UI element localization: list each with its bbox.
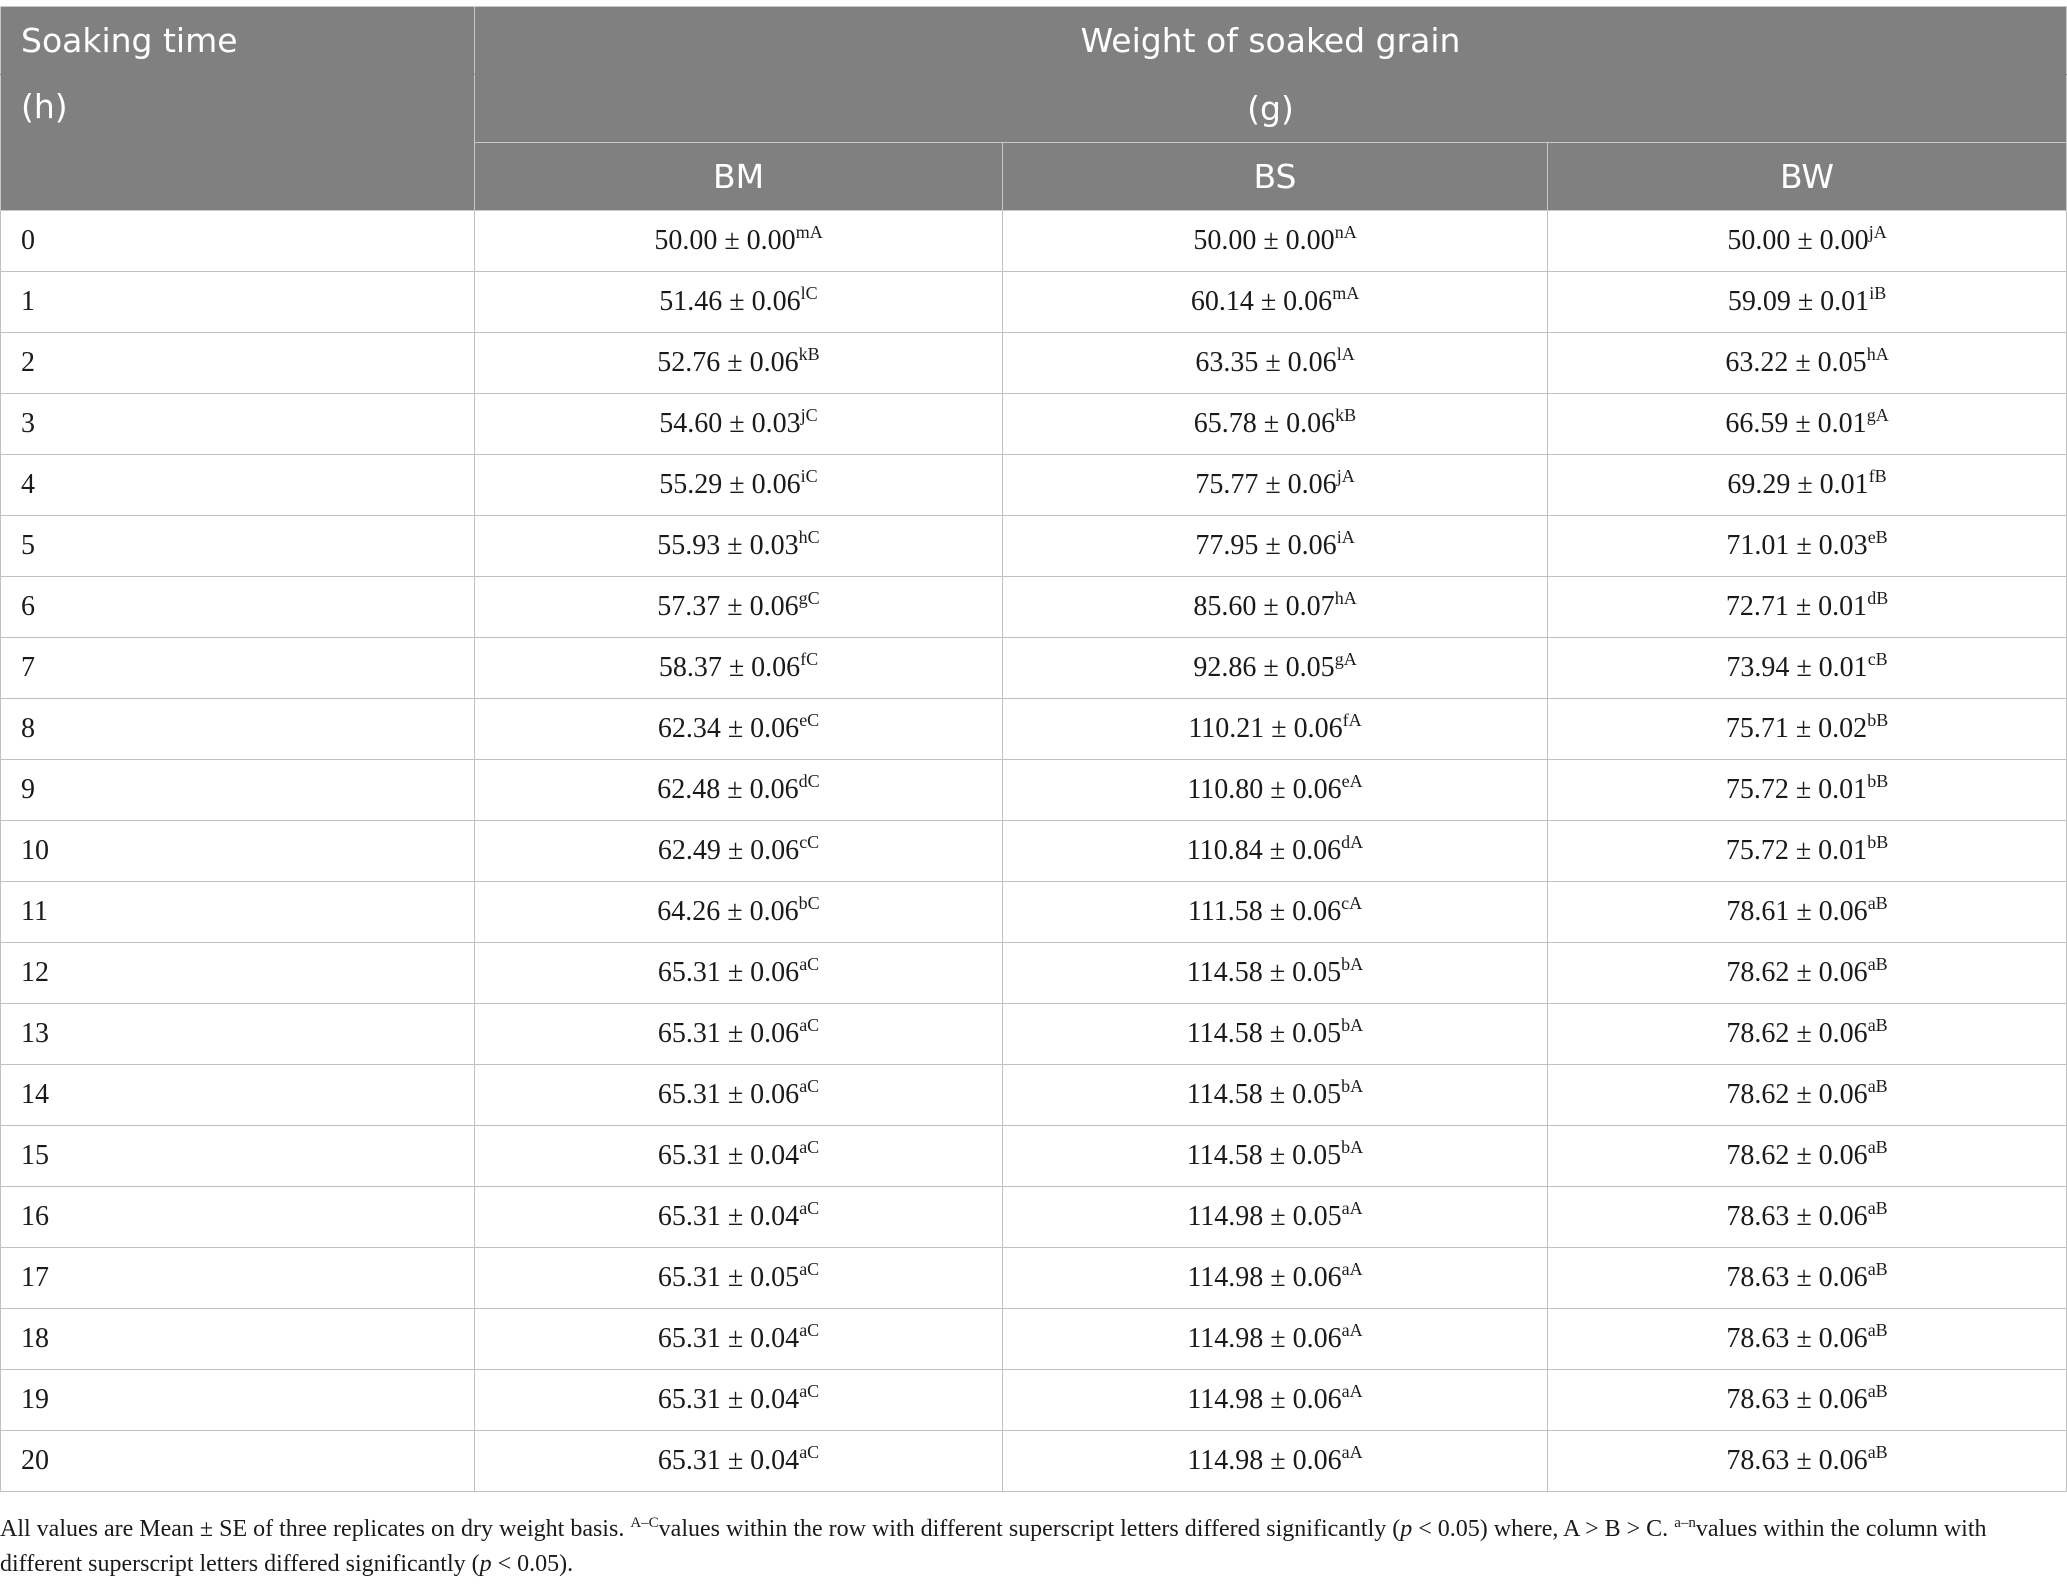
footnote-part3: < 0.05) where, A > B > C. [1412,1516,1675,1542]
cell-bw-value: 78.62 ± 0.06 [1726,1079,1868,1110]
cell-bm-value: 65.31 ± 0.06 [657,1079,800,1110]
cell-soaking-time: 1 [1,272,475,333]
table-row [1,272,2067,333]
cell-bs-superscript: nA [1334,222,1357,242]
cell-bw-value: 78.63 ± 0.06 [1726,1323,1868,1354]
table-row [1,577,2067,638]
cell-bw [1548,333,2067,394]
cell-bw-value: 72.71 ± 0.01 [1725,591,1868,622]
cell-bm-value: 65.31 ± 0.06 [657,1018,800,1049]
cell-bw [1548,1370,2067,1431]
cell-bm-value: 65.31 ± 0.04 [657,1323,800,1354]
cell-bw-superscript: aB [1867,1320,1888,1340]
cell-bw [1548,1126,2067,1187]
cell-bm-superscript: bC [798,893,820,913]
cell-bm [475,272,1003,333]
cell-bs [1003,516,1548,577]
cell-bs-superscript: aA [1341,1320,1363,1340]
cell-bs-value: 110.84 ± 0.06 [1186,835,1342,866]
cell-bs-superscript: eA [1341,771,1363,791]
cell-bm [475,394,1003,455]
cell-bm [475,1370,1003,1431]
table-row [1,1004,2067,1065]
cell-bw-superscript: aB [1867,1259,1888,1279]
cell-soaking-time: 0 [1,211,475,272]
cell-soaking-time: 11 [1,882,475,943]
cell-bw [1548,1187,2067,1248]
cell-bs [1003,1126,1548,1187]
cell-bm-superscript: aC [799,1076,820,1096]
cell-bw [1548,1248,2067,1309]
table-row [1,1370,2067,1431]
soaked-grain-table [0,6,2067,1492]
cell-bs [1003,1370,1548,1431]
cell-bm-superscript: hC [798,527,820,547]
cell-bs-superscript: gA [1334,649,1357,669]
cell-bs [1003,333,1548,394]
cell-bm [475,333,1003,394]
cell-bw [1548,272,2067,333]
cell-bw-superscript: fB [1868,466,1887,486]
table-row [1,1431,2067,1492]
cell-bm-superscript: cC [799,832,820,852]
cell-bm [475,516,1003,577]
cell-bw-value: 69.29 ± 0.01 [1727,469,1869,500]
cell-bw-superscript: aB [1867,1381,1888,1401]
footnote-part4: values within the column with different superscript letters differed significantly ( [0,1516,1987,1577]
cell-bw-superscript: aB [1867,1015,1888,1035]
cell-bm-value: 65.31 ± 0.04 [657,1140,800,1171]
cell-soaking-time: 7 [1,638,475,699]
cell-bm-superscript: mA [795,222,823,242]
cell-bs [1003,272,1548,333]
cell-bm-value: 57.37 ± 0.06 [657,591,799,622]
cell-bs-value: 114.58 ± 0.05 [1186,1018,1342,1049]
cell-bm-superscript: jC [800,405,818,425]
cell-bs [1003,638,1548,699]
cell-soaking-time: 2 [1,333,475,394]
cell-bs-superscript: cA [1341,893,1363,913]
cell-bm-value: 62.49 ± 0.06 [657,835,800,866]
cell-bs [1003,1187,1548,1248]
cell-bw-superscript: bB [1867,771,1889,791]
cell-bm [475,455,1003,516]
table-row [1,943,2067,1004]
header-unit-g: (g) [475,75,2067,143]
cell-bs-superscript: bA [1341,1076,1364,1096]
cell-bw [1548,516,2067,577]
table-body [1,211,2067,1492]
cell-bs-value: 114.98 ± 0.05 [1187,1201,1342,1232]
cell-bw [1548,943,2067,1004]
cell-bw-value: 78.63 ± 0.06 [1726,1262,1868,1293]
cell-bm [475,821,1003,882]
cell-bm-superscript: kB [798,344,820,364]
cell-bm-superscript: aC [799,1137,820,1157]
cell-bw-superscript: hA [1866,344,1889,364]
cell-bm [475,1431,1003,1492]
cell-bm [475,882,1003,943]
cell-bm-value: 55.29 ± 0.06 [659,469,801,500]
cell-bw-superscript: aB [1867,1076,1888,1096]
table-row [1,211,2067,272]
cell-bw-value: 78.61 ± 0.06 [1726,896,1868,927]
footnote-part5: < 0.05). [491,1551,574,1577]
cell-bw [1548,760,2067,821]
header-row-2 [1,75,2067,143]
cell-bw-superscript: gA [1866,405,1889,425]
cell-bs-value: 110.21 ± 0.06 [1188,713,1343,744]
cell-bm-value: 55.93 ± 0.03 [657,530,799,561]
cell-soaking-time: 13 [1,1004,475,1065]
cell-bs-value: 85.60 ± 0.07 [1193,591,1335,622]
cell-bw-superscript: jA [1868,222,1887,242]
cell-soaking-time: 9 [1,760,475,821]
footnote-part1: All values are Mean ± SE of three replicates on dry weight basis. [0,1516,631,1542]
cell-bm [475,638,1003,699]
cell-bs-superscript: aA [1341,1381,1363,1401]
header-col-bs: BS [1003,143,1548,211]
cell-bs-value: 110.80 ± 0.06 [1187,774,1342,805]
header-weight-title: Weight of soaked grain [475,7,2067,75]
cell-bw-value: 75.72 ± 0.01 [1725,835,1868,866]
cell-bs-value: 77.95 ± 0.06 [1195,530,1337,561]
table-row [1,394,2067,455]
cell-bm [475,1004,1003,1065]
table-row [1,1248,2067,1309]
cell-bs-value: 114.98 ± 0.06 [1187,1262,1342,1293]
footnote-sup-row: A–C [630,1515,659,1531]
cell-bm-value: 65.31 ± 0.04 [657,1384,800,1415]
cell-bm-value: 62.48 ± 0.06 [657,774,799,805]
header-unit-h: (h) [1,75,475,211]
cell-bs-superscript: bA [1341,954,1364,974]
cell-bm-superscript: fC [800,649,819,669]
cell-bs-value: 60.14 ± 0.06 [1190,286,1333,317]
cell-bs-superscript: aA [1341,1442,1363,1462]
cell-bm [475,211,1003,272]
table-row [1,699,2067,760]
cell-soaking-time: 17 [1,1248,475,1309]
table-footnote [0,1512,2060,1582]
cell-bm-superscript: aC [799,1198,820,1218]
cell-soaking-time: 4 [1,455,475,516]
cell-bw [1548,882,2067,943]
table-row [1,1065,2067,1126]
cell-bw-value: 78.63 ± 0.06 [1726,1201,1868,1232]
cell-bw-superscript: aB [1867,1137,1888,1157]
cell-bs-superscript: dA [1341,832,1364,852]
cell-bm-value: 51.46 ± 0.06 [659,286,801,317]
table-row [1,1309,2067,1370]
cell-bm-superscript: aC [799,1015,820,1035]
cell-bw [1548,1431,2067,1492]
cell-bm-value: 65.31 ± 0.05 [657,1262,800,1293]
cell-bw-superscript: iB [1869,283,1887,303]
cell-soaking-time: 20 [1,1431,475,1492]
cell-bs-superscript: mA [1332,283,1360,303]
cell-bw-superscript: aB [1867,893,1888,913]
table-row [1,1187,2067,1248]
cell-bs-value: 114.98 ± 0.06 [1187,1445,1342,1476]
cell-bs [1003,882,1548,943]
cell-bw-value: 66.59 ± 0.01 [1725,408,1867,439]
cell-bm [475,699,1003,760]
cell-bw-superscript: aB [1867,1198,1888,1218]
cell-bm-superscript: aC [799,954,820,974]
cell-bm-superscript: iC [800,466,818,486]
table-row [1,638,2067,699]
table-row [1,333,2067,394]
header-row-1 [1,7,2067,75]
cell-bw-superscript: bB [1867,832,1889,852]
cell-soaking-time: 16 [1,1187,475,1248]
footnote-part2: values within the row with different superscript letters differed significantly ( [658,1516,1401,1542]
cell-bs [1003,699,1548,760]
cell-bs-superscript: bA [1341,1137,1364,1157]
cell-bm [475,1309,1003,1370]
cell-bs [1003,1431,1548,1492]
cell-bm-value: 52.76 ± 0.06 [657,347,799,378]
cell-bm-superscript: gC [798,588,820,608]
cell-bs-value: 111.58 ± 0.06 [1187,896,1342,927]
cell-bm-value: 65.31 ± 0.04 [657,1201,800,1232]
cell-bs [1003,821,1548,882]
cell-bw-superscript: dB [1867,588,1889,608]
cell-bs-superscript: aA [1341,1198,1363,1218]
cell-bw-value: 78.62 ± 0.06 [1726,1140,1868,1171]
cell-soaking-time: 14 [1,1065,475,1126]
cell-bs-superscript: lA [1336,344,1355,364]
cell-bm-value: 64.26 ± 0.06 [657,896,799,927]
cell-bw-value: 63.22 ± 0.05 [1725,347,1867,378]
cell-soaking-time: 10 [1,821,475,882]
table-row [1,882,2067,943]
cell-bs-value: 114.58 ± 0.05 [1186,1140,1342,1171]
cell-bs-superscript: iA [1336,527,1355,547]
cell-bw-superscript: cB [1867,649,1888,669]
cell-soaking-time: 6 [1,577,475,638]
cell-bw-value: 78.63 ± 0.06 [1726,1384,1868,1415]
cell-bw-value: 75.72 ± 0.01 [1725,774,1868,805]
cell-soaking-time: 3 [1,394,475,455]
cell-bs-value: 65.78 ± 0.06 [1193,408,1336,439]
cell-bs-superscript: hA [1334,588,1357,608]
cell-bs-value: 114.98 ± 0.06 [1187,1384,1342,1415]
header-soaking-time: Soaking time [1,7,475,75]
cell-bs [1003,455,1548,516]
cell-bw [1548,577,2067,638]
cell-bw [1548,699,2067,760]
cell-bw [1548,1309,2067,1370]
table-container [0,6,2067,1492]
cell-soaking-time: 12 [1,943,475,1004]
cell-bw-superscript: aB [1867,954,1888,974]
cell-bs-value: 50.00 ± 0.00 [1193,225,1335,256]
cell-bw [1548,821,2067,882]
cell-bs [1003,394,1548,455]
cell-bm-superscript: aC [799,1381,820,1401]
cell-bs-value: 114.58 ± 0.05 [1186,957,1342,988]
cell-bs-value: 63.35 ± 0.06 [1195,347,1337,378]
cell-bs [1003,577,1548,638]
cell-bs-superscript: kB [1335,405,1357,425]
table-row [1,1126,2067,1187]
cell-bw [1548,394,2067,455]
cell-bw-value: 50.00 ± 0.00 [1727,225,1869,256]
cell-soaking-time: 15 [1,1126,475,1187]
cell-bs [1003,1004,1548,1065]
cell-bs [1003,211,1548,272]
cell-bm [475,1065,1003,1126]
cell-soaking-time: 18 [1,1309,475,1370]
cell-bm [475,1126,1003,1187]
cell-bw-superscript: aB [1867,1442,1888,1462]
cell-bm [475,577,1003,638]
cell-bs-value: 92.86 ± 0.05 [1193,652,1335,683]
cell-bm-superscript: dC [798,771,820,791]
cell-bw-value: 73.94 ± 0.01 [1726,652,1868,683]
cell-bm-value: 65.31 ± 0.06 [657,957,800,988]
cell-bm [475,1187,1003,1248]
table-row [1,760,2067,821]
footnote-p2: p [479,1551,492,1577]
cell-bw [1548,455,2067,516]
cell-bs-superscript: fA [1342,710,1362,730]
cell-bw [1548,1065,2067,1126]
cell-bs [1003,760,1548,821]
cell-bm [475,1248,1003,1309]
table-row [1,821,2067,882]
cell-bm [475,760,1003,821]
cell-bw [1548,211,2067,272]
cell-bw-value: 78.62 ± 0.06 [1726,957,1868,988]
table-header [1,7,2067,211]
cell-bw-value: 71.01 ± 0.03 [1726,530,1868,561]
cell-bm-superscript: aC [799,1259,820,1279]
cell-bw-value: 78.63 ± 0.06 [1726,1445,1868,1476]
cell-bs-superscript: bA [1341,1015,1364,1035]
cell-bw-superscript: eB [1867,527,1888,547]
cell-bm [475,943,1003,1004]
header-col-bm: BM [475,143,1003,211]
footnote-sup-col: a–n [1674,1515,1696,1531]
cell-bs-value: 114.58 ± 0.05 [1186,1079,1342,1110]
cell-bm-value: 62.34 ± 0.06 [657,713,800,744]
cell-soaking-time: 8 [1,699,475,760]
cell-bs-superscript: jA [1336,466,1355,486]
cell-bm-superscript: lC [800,283,818,303]
table-row [1,455,2067,516]
cell-bm-superscript: eC [799,710,820,730]
cell-soaking-time: 5 [1,516,475,577]
cell-bs [1003,1065,1548,1126]
cell-bs-superscript: aA [1341,1259,1363,1279]
cell-bw-value: 75.71 ± 0.02 [1725,713,1868,744]
cell-soaking-time: 19 [1,1370,475,1431]
cell-bs [1003,943,1548,1004]
cell-bs [1003,1309,1548,1370]
cell-bw [1548,638,2067,699]
cell-bw-value: 59.09 ± 0.01 [1727,286,1870,317]
cell-bm-superscript: aC [799,1442,820,1462]
cell-bw-value: 78.62 ± 0.06 [1726,1018,1868,1049]
cell-bm-value: 58.37 ± 0.06 [658,652,801,683]
cell-bw-superscript: bB [1867,710,1889,730]
cell-bm-value: 65.31 ± 0.04 [657,1445,800,1476]
header-col-bw: BW [1548,143,2067,211]
table-row [1,516,2067,577]
cell-bm-superscript: aC [799,1320,820,1340]
cell-bs [1003,1248,1548,1309]
cell-bs-value: 75.77 ± 0.06 [1195,469,1337,500]
cell-bs-value: 114.98 ± 0.06 [1187,1323,1342,1354]
cell-bm-value: 50.00 ± 0.00 [654,225,796,256]
cell-bm-value: 54.60 ± 0.03 [659,408,801,439]
footnote-p1: p [1400,1516,1413,1542]
cell-bw [1548,1004,2067,1065]
